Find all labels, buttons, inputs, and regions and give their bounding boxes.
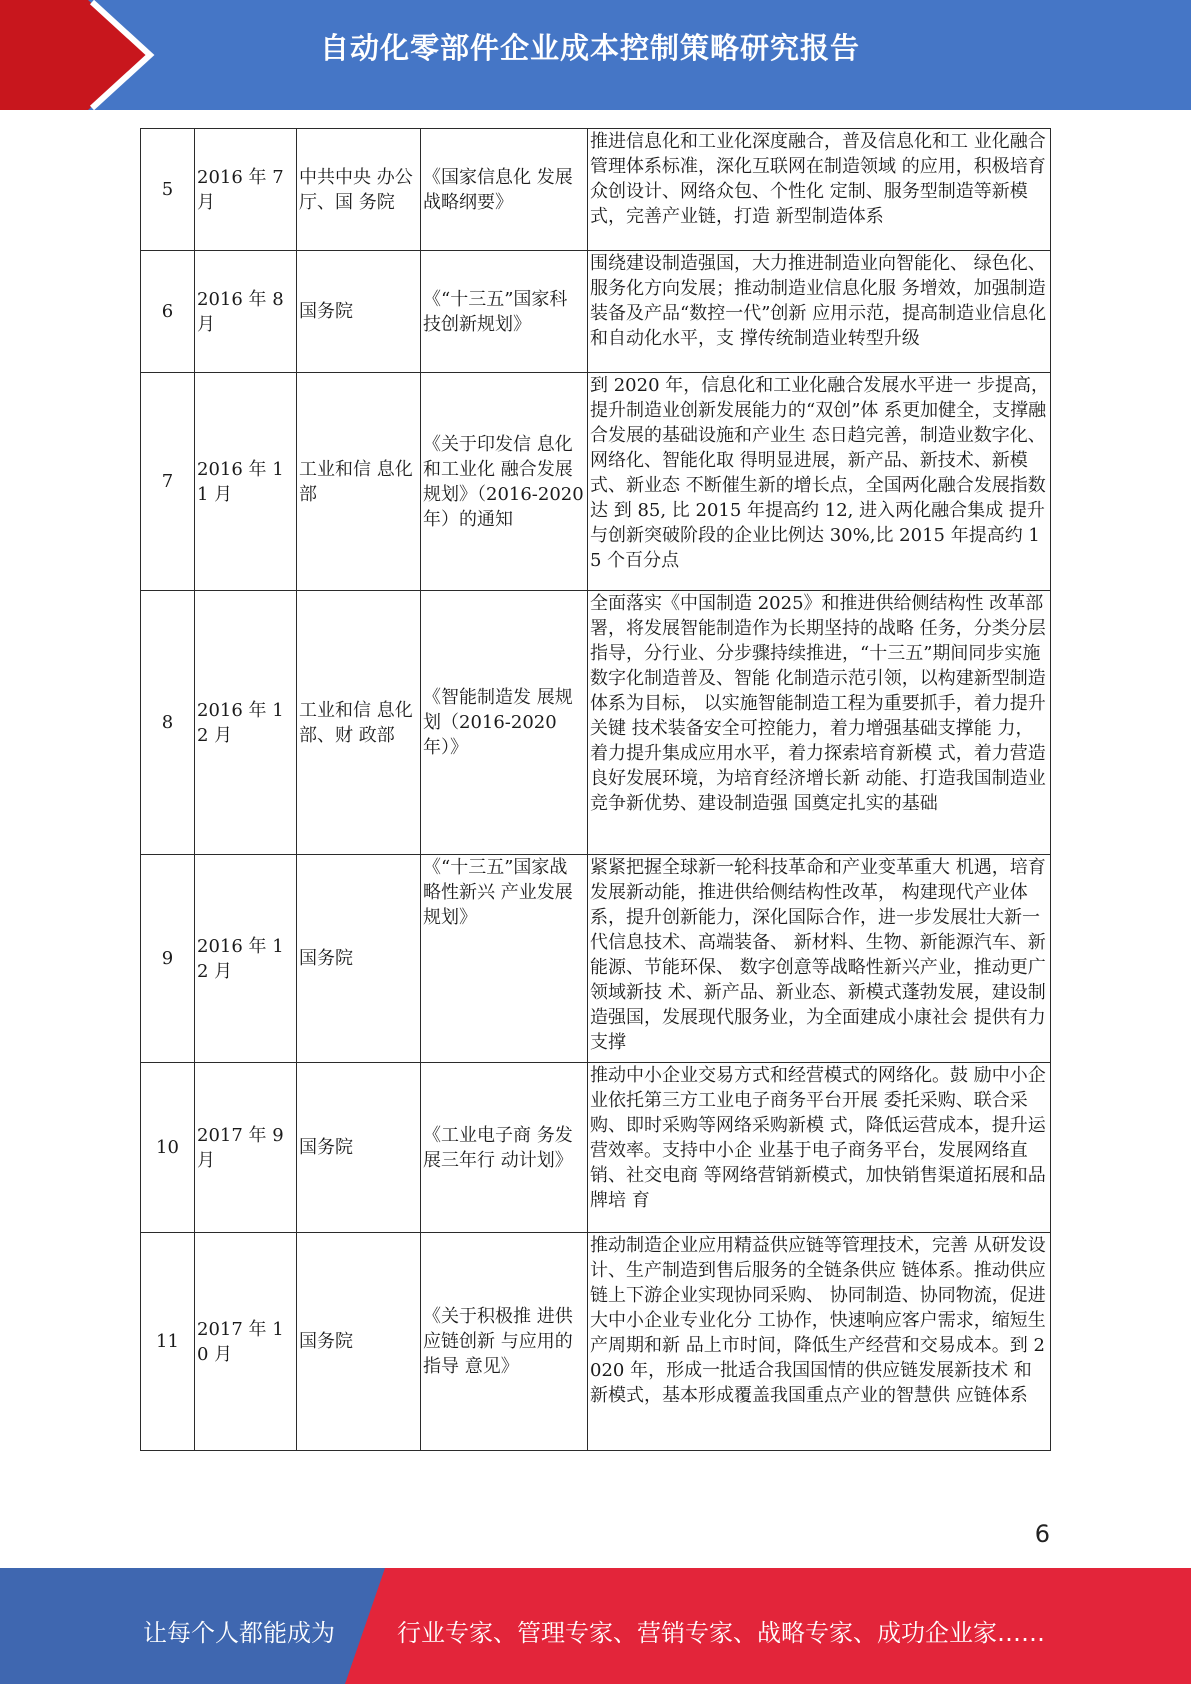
row-policy-title: 《关于积极推 进供应链创新 与应用的指导 意见》	[421, 1233, 588, 1451]
footer-slogan-left: 让每个人都能成为	[143, 1619, 335, 1647]
row-issuer: 国务院	[297, 1233, 421, 1451]
row-policy-title: 《工业电子商 务发展三年行 动计划》	[421, 1063, 588, 1233]
table-row	[141, 129, 1051, 251]
row-issuer: 工业和信 息化部、财 政部	[297, 591, 421, 855]
row-issuer: 国务院	[297, 1063, 421, 1233]
row-content: 围绕建设制造强国，大力推进制造业向智能化、 绿色化、服务化方向发展；推动制造业信息化服 务增效，加强制造装备及产品“数控一代”创新 应用示范，提高制造业信息化和自动化水平，支 撑传统制造业转型升级	[588, 251, 1051, 373]
row-issuer: 国务院	[297, 251, 421, 373]
row-number: 11	[141, 1233, 195, 1451]
row-policy-title: 《智能制造发 展规划（2016-2020 年）》	[421, 591, 588, 855]
row-number: 9	[141, 855, 195, 1063]
row-date: 2016 年 8 月	[195, 251, 297, 373]
page-footer	[0, 1568, 1191, 1684]
table-row	[141, 1063, 1051, 1233]
row-policy-title: 《“十三五”国家战略性新兴 产业发展规划》	[421, 855, 588, 1063]
row-date: 2016 年 11 月	[195, 373, 297, 591]
row-number: 6	[141, 251, 195, 373]
row-date: 2016 年 12 月	[195, 591, 297, 855]
document-title: 自动化零部件企业成本控制策略研究报告	[320, 31, 861, 65]
table-row	[141, 855, 1051, 1063]
row-number: 5	[141, 129, 195, 251]
page-number: 6	[1034, 1520, 1050, 1548]
table-row	[141, 591, 1051, 855]
policy-table	[140, 128, 1051, 1451]
row-content: 推动中小企业交易方式和经营模式的网络化。鼓 励中小企业依托第三方工业电子商务平台开展 委托采购、联合采购、即时采购等网络采购新模 式，降低运营成本，提升运营效率。支持中小企 业基于电子商务平台，发展网络直销、社交电商 等网络营销新模式，加快销售渠道拓展和品牌培 育	[588, 1063, 1051, 1233]
row-content: 紧紧把握全球新一轮科技革命和产业变革重大 机遇，培育发展新动能，推进供给侧结构性改革， 构建现代产业体系，提升创新能力，深化国际合作，进一步发展壮大新一代信息技术、高端装备、 新材料、生物、新能源汽车、新能源、节能环保、 数字创意等战略性新兴产业，推动更广领域新技 术、新产品、新业态、新模式蓬勃发展，建设制 造强国，发展现代服务业，为全面建成小康社会 提供有力支撑	[588, 855, 1051, 1063]
row-content: 推动制造企业应用精益供应链等管理技术，完善 从研发设计、生产制造到售后服务的全链条供应 链体系。推动供应链上下游企业实现协同采购、 协同制造、协同物流，促进大中小企业专业化分 工协作，快速响应客户需求，缩短生产周期和新 品上市时间，降低生产经营和交易成本。到 2020 年，形成一批适合我国国情的供应链发展新技术 和新模式，基本形成覆盖我国重点产业的智慧供 应链体系	[588, 1233, 1051, 1451]
row-content: 全面落实《中国制造 2025》和推进供给侧结构性 改革部署，将发展智能制造作为长期坚持的战略 任务，分类分层指导，分行业、分步骤持续推进，“十三五”期间同步实施数字化制造普及、智能 化制造示范引领，以构建新型制造体系为目标， 以实施智能制造工程为重要抓手，着力提升关键 技术装备安全可控能力，着力增强基础支撑能 力，着力提升集成应用水平，着力探索培育新模 式，着力营造良好发展环境，为培育经济增长新 动能、打造我国制造业竞争新优势、建设制造强 国奠定扎实的基础	[588, 591, 1051, 855]
table-row	[141, 251, 1051, 373]
row-policy-title: 《“十三五”国家科技创新规划》	[421, 251, 588, 373]
row-content: 推进信息化和工业化深度融合，普及信息化和工 业化融合管理体系标准，深化互联网在制造领域 的应用，积极培育众创设计、网络众包、个性化 定制、服务型制造等新模式，完善产业链，打造 新型制造体系	[588, 129, 1051, 251]
footer-slogan-right: 行业专家、管理专家、营销专家、战略专家、成功企业家……	[397, 1619, 1045, 1647]
row-number: 10	[141, 1063, 195, 1233]
row-issuer: 工业和信 息化部	[297, 373, 421, 591]
row-date: 2017 年 10 月	[195, 1233, 297, 1451]
table-row	[141, 373, 1051, 591]
row-number: 7	[141, 373, 195, 591]
table-row	[141, 1233, 1051, 1451]
row-policy-title: 《关于印发信 息化和工业化 融合发展规划》（2016-2020 年）的通知	[421, 373, 588, 591]
row-issuer: 中共中央 办公厅、国 务院	[297, 129, 421, 251]
row-content: 到 2020 年，信息化和工业化融合发展水平进一 步提高，提升制造业创新发展能力的“双创”体 系更加健全，支撑融合发展的基础设施和产业生 态日趋完善，制造业数字化、网络化、智能化取 得明显进展，新产品、新技术、新模式、新业态 不断催生新的增长点，全国两化融合发展指数达 到 85, 比 2015 年提高约 12, 进入两化融合集成 提升与创新突破阶段的企业比例达 30%,比 2015 年提高约 15 个百分点	[588, 373, 1051, 591]
row-date: 2016 年 12 月	[195, 855, 297, 1063]
row-date: 2017 年 9 月	[195, 1063, 297, 1233]
row-policy-title: 《国家信息化 发展战略纲要》	[421, 129, 588, 251]
row-date: 2016 年 7 月	[195, 129, 297, 251]
row-number: 8	[141, 591, 195, 855]
page-header	[0, 0, 1191, 110]
row-issuer: 国务院	[297, 855, 421, 1063]
